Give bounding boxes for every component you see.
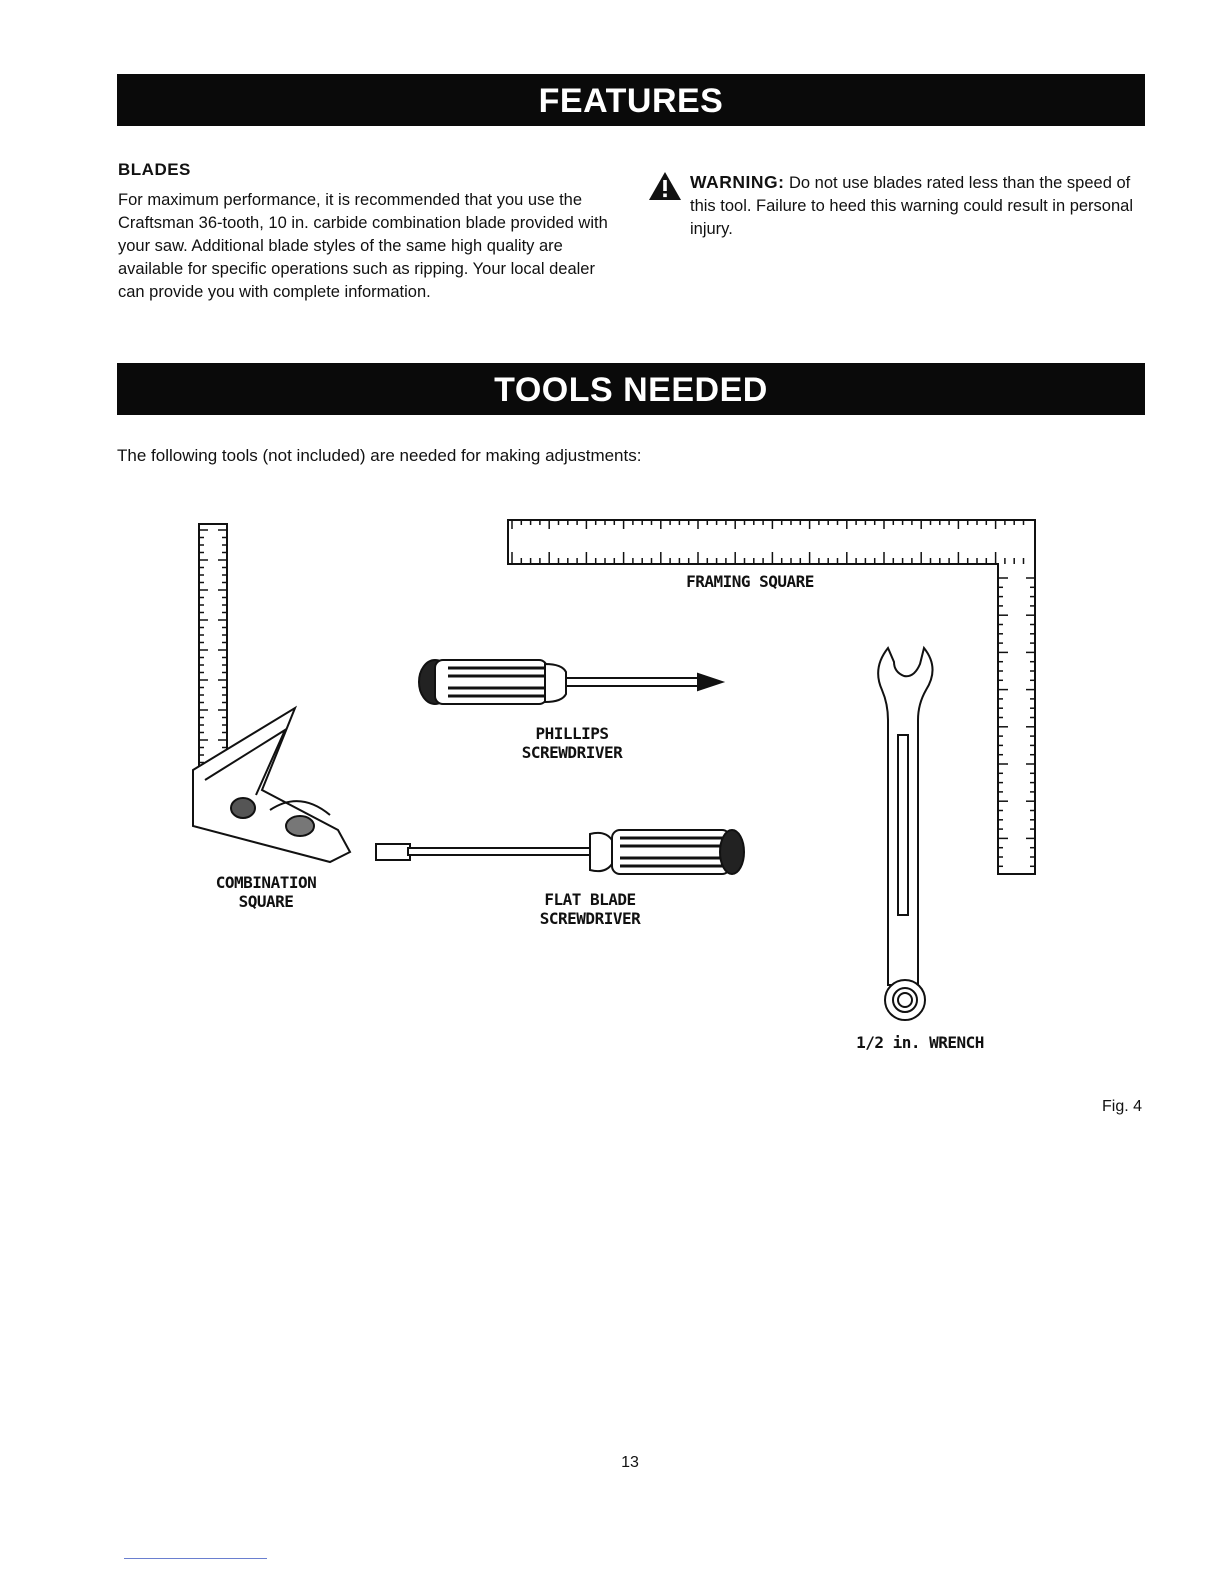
phillips-label-line1: PHILLIPS	[535, 724, 609, 743]
features-banner: FEATURES	[117, 74, 1145, 126]
combination-label-line2: SQUARE	[238, 892, 294, 911]
figure-label: Fig. 4	[1101, 1098, 1142, 1115]
page-number: 13	[621, 1454, 639, 1471]
warning-label: WARNING:	[690, 172, 785, 192]
flat-blade-screwdriver-label	[500, 890, 680, 928]
framing-square-label: FRAMING SQUARE	[686, 572, 814, 591]
flat-label-line1: FLAT BLADE	[544, 890, 636, 909]
blades-heading: BLADES	[118, 160, 191, 179]
combination-square-label	[186, 873, 346, 911]
flat-blade-screwdriver-illustration	[376, 830, 744, 874]
wrench-label: 1/2 in. WRENCH	[856, 1033, 984, 1052]
combination-square-illustration	[193, 524, 350, 862]
phillips-screwdriver-illustration	[419, 660, 722, 704]
flat-label-line2: SCREWDRIVER	[539, 909, 641, 928]
blades-paragraph: For maximum performance, it is recommended that you use the Craftsman 36-tooth, 10 in. carbide combination blade provided with your saw. Additional blade styles of the same high quality are available for specific operations such as ripping. Your local dealer can provide you with complete information.	[118, 191, 608, 301]
combination-label-line1: COMBINATION	[215, 873, 317, 892]
phillips-label-line2: SCREWDRIVER	[521, 743, 623, 762]
wrench-illustration	[878, 648, 932, 1020]
bottom-rule	[124, 1558, 267, 1559]
tools-needed-banner: TOOLS NEEDED	[117, 363, 1145, 415]
warning-body: Do not use blades rated less than the speed of this tool. Failure to heed this warning could result in personal injury.	[690, 174, 1133, 238]
phillips-screwdriver-label	[482, 724, 662, 762]
tools-intro: The following tools (not included) are needed for making adjustments:	[117, 446, 642, 465]
